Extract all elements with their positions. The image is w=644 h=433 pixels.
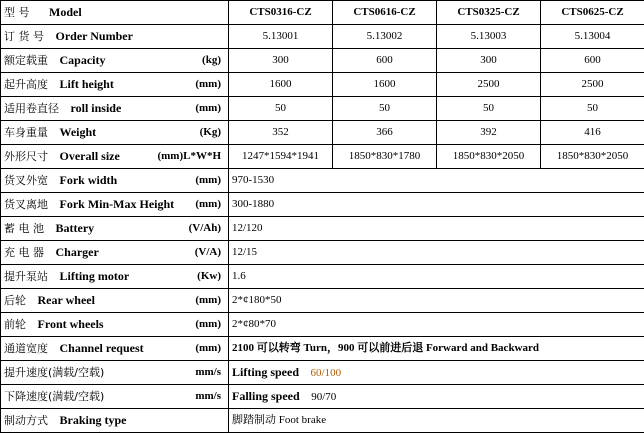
cell-value: 50 <box>541 97 644 121</box>
cell-value: 2*¢180*50 <box>229 289 644 313</box>
cell-value: 脚踏制动 Foot brake <box>229 409 644 433</box>
cell-value: 2100 可以转弯 Turn，900 可以前进后退 Forward and Backward <box>229 337 644 361</box>
row-label-cell <box>1 73 229 97</box>
row-label-zh: 额定载重 <box>4 54 48 67</box>
cell-value: 2500 <box>541 73 644 97</box>
cell-value: 12/120 <box>229 217 644 241</box>
row-label-en: Fork width <box>60 173 118 187</box>
row-unit: (mm) <box>195 342 225 355</box>
row-unit: (Kg) <box>200 126 225 139</box>
row-label-zh: 起升高度 <box>4 78 48 91</box>
row-label-en: Overall size <box>60 149 120 163</box>
column-header-model-1: CTS0316-CZ <box>229 1 333 25</box>
row-label-zh: 提升速度(满载/空载) <box>4 366 104 379</box>
row-label-zh: 货叉外宽 <box>4 174 48 187</box>
cell-value: 90/70 <box>311 391 336 403</box>
row-label-cell <box>1 313 229 337</box>
row-label-cell <box>1 337 229 361</box>
cell-value: 416 <box>541 121 644 145</box>
cell-value: 5.13002 <box>333 25 437 49</box>
cell-value: 2500 <box>437 73 541 97</box>
cell-value-cell <box>229 385 644 409</box>
value-prefix: Lifting speed <box>232 365 299 379</box>
cell-value: 1850*830*1780 <box>333 145 437 169</box>
row-label-cell <box>1 169 229 193</box>
cell-value-cell <box>229 361 644 385</box>
row-label-zh: 外形尺寸 <box>4 150 48 163</box>
column-header-model-2: CTS0616-CZ <box>333 1 437 25</box>
row-label-zh: 下降速度(满载/空载) <box>4 390 104 403</box>
row-unit: (mm) <box>195 102 225 115</box>
cell-value: 60/100 <box>311 367 342 379</box>
row-label-en: Capacity <box>60 53 106 67</box>
table-row <box>1 241 644 265</box>
table-row <box>1 313 644 337</box>
row-label-en: Front wheels <box>38 317 104 331</box>
row-label-cell <box>1 385 229 409</box>
row-unit: (mm) <box>195 294 225 307</box>
cell-value: 392 <box>437 121 541 145</box>
row-label-zh: 蓄 电 池 <box>4 222 44 235</box>
cell-value: 600 <box>541 49 644 73</box>
cell-value: 970-1530 <box>229 169 644 193</box>
table-row <box>1 361 644 385</box>
table-row <box>1 193 644 217</box>
table-row <box>1 97 644 121</box>
row-unit: (mm) <box>195 78 225 91</box>
row-label-zh: 货叉离地 <box>4 198 48 211</box>
table-row <box>1 409 644 433</box>
cell-value: 352 <box>229 121 333 145</box>
row-label-cell <box>1 49 229 73</box>
row-label-zh: 通道宽度 <box>4 342 48 355</box>
cell-value: 5.13001 <box>229 25 333 49</box>
row-label-zh: 车身重量 <box>4 126 48 139</box>
cell-value: 1850*830*2050 <box>541 145 644 169</box>
row-unit: (Kw) <box>197 270 225 283</box>
table-header-row <box>1 1 644 25</box>
row-unit: (kg) <box>202 54 225 67</box>
row-label-zh: 制动方式 <box>4 414 48 427</box>
row-label-zh: 充 电 器 <box>4 246 44 259</box>
cell-value: 600 <box>333 49 437 73</box>
row-label-zh: 前轮 <box>4 318 26 331</box>
column-header-model-3: CTS0325-CZ <box>437 1 541 25</box>
row-unit: (V/Ah) <box>189 222 225 235</box>
row-unit: (mm) <box>195 318 225 331</box>
cell-value: 5.13004 <box>541 25 644 49</box>
row-label-zh: 适用卷直径 <box>4 102 59 115</box>
row-label-zh: 后轮 <box>4 294 26 307</box>
table-row <box>1 145 644 169</box>
row-label-en: Order Number <box>56 29 133 43</box>
row-unit: (mm) <box>195 174 225 187</box>
row-label-cell <box>1 409 229 433</box>
table-row <box>1 73 644 97</box>
table-row <box>1 289 644 313</box>
table-row <box>1 49 644 73</box>
row-label-zh: 提升泵站 <box>4 270 48 283</box>
table-row <box>1 121 644 145</box>
row-label-en: Fork Min-Max Height <box>60 197 175 211</box>
row-unit: mm/s <box>195 390 225 403</box>
row-label-cell <box>1 265 229 289</box>
cell-value: 1600 <box>229 73 333 97</box>
header-label-zh: 型 号 <box>4 6 30 19</box>
cell-value: 300 <box>437 49 541 73</box>
row-label-cell <box>1 241 229 265</box>
row-label-en: Lift height <box>60 77 114 91</box>
table-row <box>1 217 644 241</box>
cell-value: 50 <box>229 97 333 121</box>
cell-value: 300 <box>229 49 333 73</box>
cell-value: 2*¢80*70 <box>229 313 644 337</box>
row-unit: (V/A) <box>195 246 225 259</box>
row-label-en: Charger <box>56 245 99 259</box>
cell-value: 1.6 <box>229 265 644 289</box>
header-label-en: Model <box>49 5 82 19</box>
value-prefix: Falling speed <box>232 389 300 403</box>
cell-value: 50 <box>333 97 437 121</box>
row-label-zh: 订 货 号 <box>4 30 44 43</box>
cell-value: 300-1880 <box>229 193 644 217</box>
cell-value: 1247*1594*1941 <box>229 145 333 169</box>
row-label-en: Lifting motor <box>60 269 130 283</box>
cell-value: 1850*830*2050 <box>437 145 541 169</box>
row-label-cell <box>1 121 229 145</box>
row-label-cell <box>1 289 229 313</box>
row-unit: mm/s <box>195 366 225 379</box>
cell-value: 50 <box>437 97 541 121</box>
row-unit: (mm) <box>195 198 225 211</box>
table-row <box>1 337 644 361</box>
cell-value: 12/15 <box>229 241 644 265</box>
row-label-en: roll inside <box>71 101 122 115</box>
row-label-en: Battery <box>56 221 95 235</box>
row-label-en: Channel request <box>60 341 144 355</box>
header-label-cell <box>1 1 229 25</box>
row-label-cell <box>1 25 229 49</box>
table-row <box>1 265 644 289</box>
table-row <box>1 169 644 193</box>
row-label-en: Weight <box>60 125 97 139</box>
row-label-en: Braking type <box>60 413 127 427</box>
row-label-cell <box>1 193 229 217</box>
row-label-cell <box>1 217 229 241</box>
row-unit: (mm)L*W*H <box>157 150 225 163</box>
cell-value: 5.13003 <box>437 25 541 49</box>
row-label-cell <box>1 97 229 121</box>
cell-value: 1600 <box>333 73 437 97</box>
row-label-en: Rear wheel <box>38 293 95 307</box>
cell-value: 366 <box>333 121 437 145</box>
row-label-cell <box>1 361 229 385</box>
table-row <box>1 385 644 409</box>
column-header-model-4: CTS0625-CZ <box>541 1 644 25</box>
row-label-cell <box>1 145 229 169</box>
table-row <box>1 25 644 49</box>
